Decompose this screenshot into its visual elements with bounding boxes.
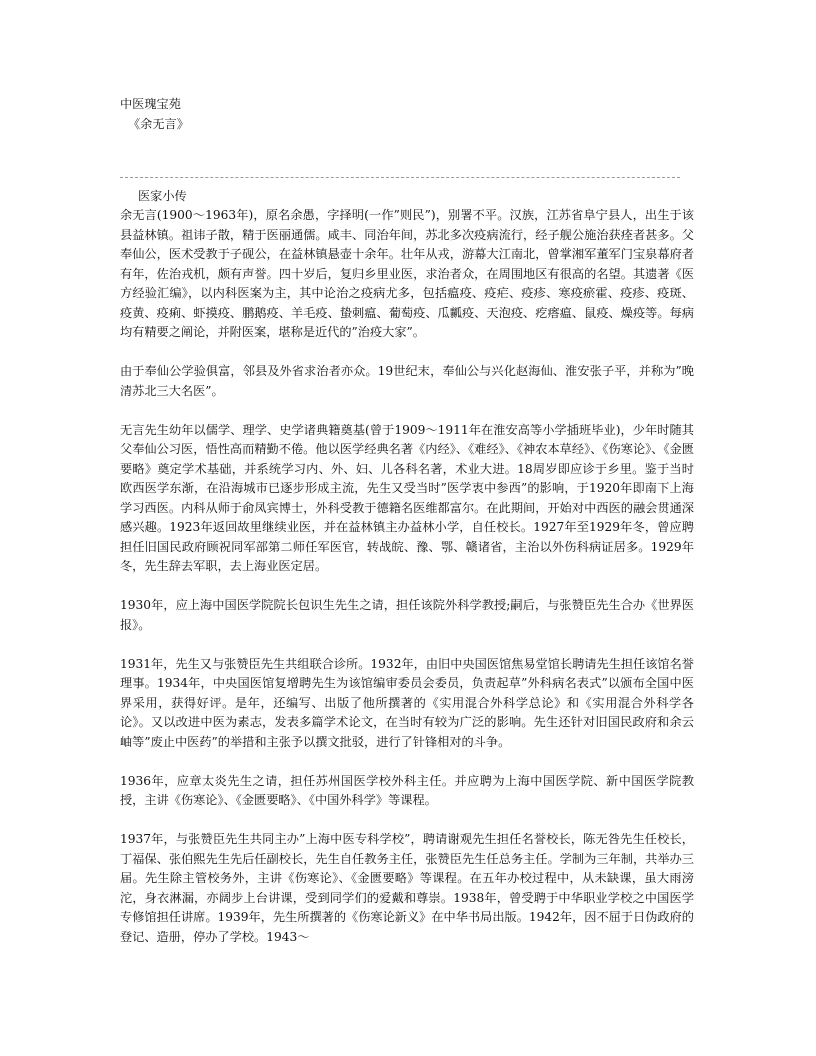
collection-title: 中医瑰宝苑: [120, 97, 181, 111]
paragraph: 无言先生幼年以儒学、理学、史学诸典籍奠基(曾于1909～1911年在淮安高等小学插班毕业)，少年时随其父奉仙公习医，悟性高而精勤不倦。他以医学经典名著《内经》、《难经》、《神农本草经》、《伤寒论》、《金匮要略》奠定学术基础，并系统学习内、外、妇、儿各科名著，术业大进。18周岁即应诊于乡里。鉴于当时欧西医学东渐，在沿海城市已逐步形成主流，先生又受当时”医学衷中参西”的影响，于1920年即南下上海学习西医。内科从师于俞凤宾博士，外科受教于德籍名医维都富尔。在此期间，开始对中西医的融会贯通深感兴趣。1923年返回故里继续业医，并在益林镇主办益林小学，自任校长。1927年至1929年冬，曾应聘担任旧国民政府顾祝同军部第二师任军医官，转战皖、豫、鄂、赣诸省，主治以外伤科病证居多。1929年冬，先生辞去军职，去上海业医定居。: [120, 422, 694, 573]
section-heading: 医家小传: [138, 189, 187, 203]
paragraph: 余无言(1900～1963年)，原名余愚，字择明(一作”则民”)，别署不平。汉族，江苏省阜宁县人，出生于该县益林镇。祖讳子散，精于医丽通儒。咸丰、同治年间，苏北多次疫病流行，经子舰公施治获痊者甚多。父奉仙公，医术受教于子砚公，在益林镇悬壶十余年。壮年从戎，游幕大江南北，曾掌湘军董军门宝泉幕府者有年，佐治戎机，颇有声誉。四十岁后，复归乡里业医，求治者众，在周围地区有很高的名望。其遗著《医方经验汇编》，以内科医案为主，其中论治之疫病尤多，包括瘟疫、疫疟、疫疹、寒疫瘀霍、疫疹、疫斑、疫黄、疫痢、虾摸疫、鹏鹅疫、羊毛疫、蛰刺瘟、葡萄疫、瓜瓤疫、天泡疫、疙瘩瘟、鼠疫、燥疫等。每病均有精要之阐论，并附医案，堪称是近代的”治疫大家”。: [120, 208, 694, 339]
paragraph: 1937年，与张赞臣先生共同主办”上海中医专科学校”，聘请谢观先生担任名誉校长，陈无咎先生任校长，丁福保、张伯熙先生先后任副校长，先生自任教务主任，张赞臣先生任总务主任。学制为三年制，共举办三届。先生除主管校务外，主讲《伤寒论》、《金匮要略》等课程。在五年办校过程中，从未缺课，虽大雨滂沱，身衣淋漏，亦阔步上台讲课，受到同学们的爱戴和尊崇。1938年，曾受聘于中华职业学校之中国医学专修馆担任讲席。1939年，先生所撰著的《伤寒论新义》在中华书局出版。1942年，因不屈于日伪政府的登记、造册，停办了学校。1943～: [120, 832, 694, 944]
biography-body: [120, 206, 694, 967]
paragraph: 1931年，先生又与张赞臣先生共组联合诊所。1932年，由旧中央国医馆焦易堂馆长聘请先生担任该馆名誉理事。1934年，中央国医馆复增聘先生为该馆编审委员会委员，负责起草”外科病名表式”以颁布全国中医界采用，获得好评。是年，还编写、出版了他所撰著的《实用混合外科学总论》和《实用混合外科学各论》。又以改进中医为素志，发表多篇学术论文，在当时有较为广泛的影响。先生还针对旧国民政府和余云岫等”废止中医药”的举措和主张予以撰文批驳，进行了针锋相对的斗争。: [120, 656, 694, 749]
dashed-divider: [120, 177, 680, 178]
paragraph: 1936年，应章太炎先生之请，担任苏州国医学校外科主任。并应聘为上海中国医学院、新中国医学院教授，主讲《伤寒论》、《金匮要略》、《中国外科学》等课程。: [120, 773, 694, 807]
paragraph: 1930年，应上海中国医学院院长包识生先生之请，担任该院外科学教授;嗣后，与张赞臣先生合办《世界医报》。: [120, 598, 694, 632]
work-title: 《余无言》: [128, 117, 189, 131]
paragraph: 由于奉仙公学验俱富，邻县及外省求治者亦众。19世纪末，奉仙公与兴化赵海仙、淮安张子平，并称为”晚清苏北三大名医”。: [120, 364, 694, 398]
